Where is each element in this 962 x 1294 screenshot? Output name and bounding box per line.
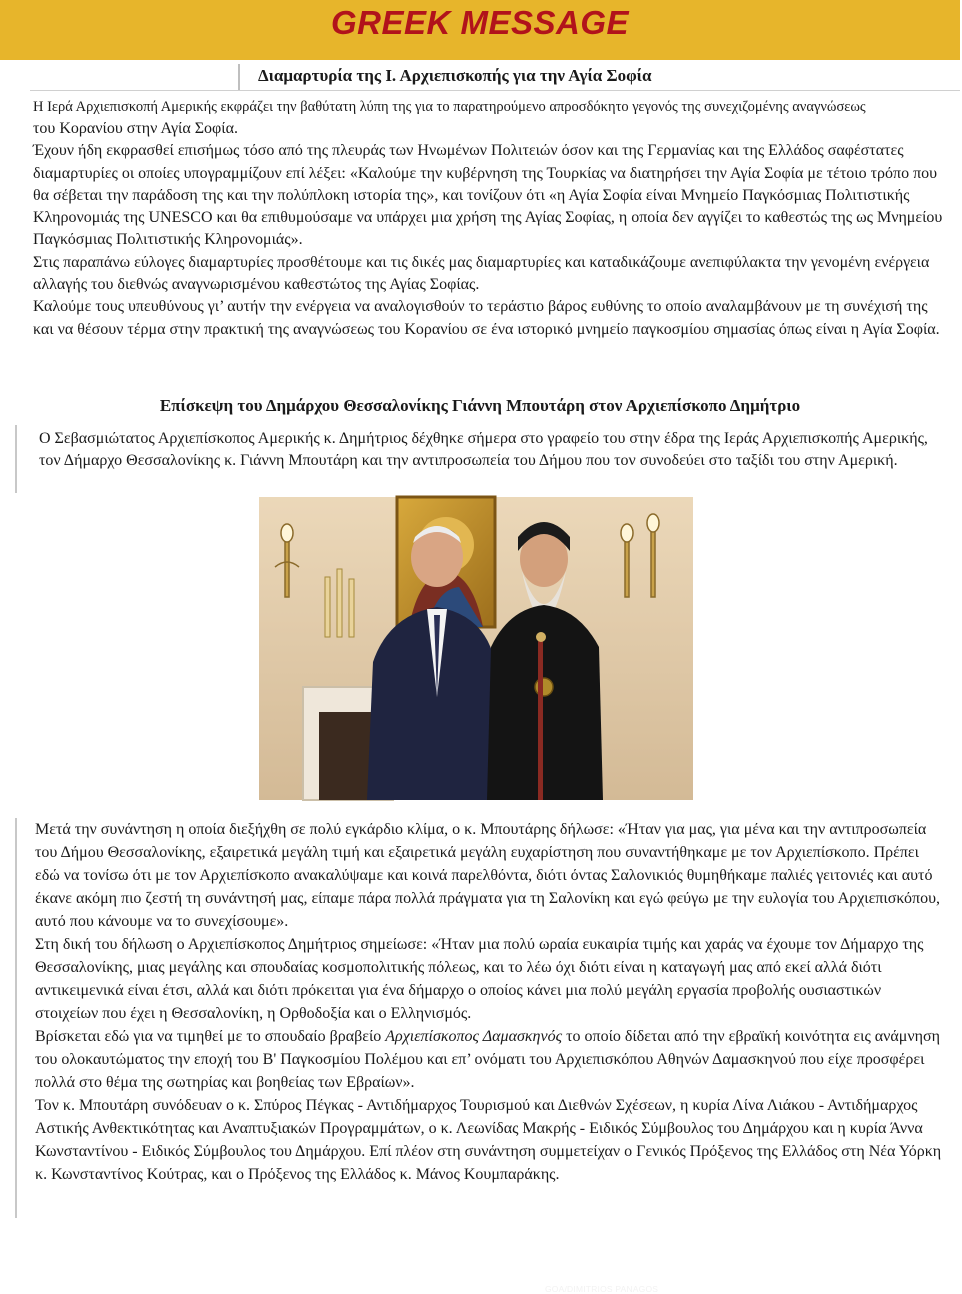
award-sentence-end: το οποίο δίδεται από την εβραϊκή κοινότητα εις ανάμνηση του ολοκαυτώματος την εποχή του Β' Παγκοσμίου Πολέμου και επ’ ονόματι του Αρχιεπισκόπου Αθηνών Δαμασκηνού που είχε προσφέρει πολλά στο θέμα της σωτηρίας και βοηθείας των Εβραίων». [35, 1028, 940, 1091]
article1-heading-box [238, 64, 962, 90]
award-name: Αρχιεπίσκοπος Δαμασκηνός [385, 1028, 563, 1045]
article1-paragraph: Στις παραπάνω εύλογες διαμαρτυρίες προσθέτουμε και τις δικές μας διαμαρτυρίες και καταδικάζουμε ανεπιφύλακτα την γενομένη ενέργεια αλλαγής του διεθνώς αναγνωρισμένου καθεστώτος της Αγίας Σοφίας. [33, 253, 930, 294]
article1-heading: Διαμαρτυρία της Ι. Αρχιεπισκοπής για την Αγία Σοφία [258, 66, 652, 85]
meeting-photo-illustration [259, 497, 693, 800]
divider [30, 90, 960, 91]
article2-body-box [15, 818, 952, 1218]
article2-lead: Ο Σεβασμιώτατος Αρχιεπίσκοπος Αμερικής κ. Δημήτριος δέχθηκε σήμερα στο γραφείο του στην έδρα της Ιεράς Αρχιεπισκοπής Αμερικής, τον Δήμαρχο Θεσσαλονίκης κ. Γιάννη Μπουτάρη και την αντιπροσωπεία του Δήμου που τον συνοδεύει στο ταξίδι του στην Αμερική. [39, 430, 928, 470]
article1-body [33, 118, 943, 341]
article2-body [35, 818, 947, 1186]
banner-title: GREEK MESSAGE [330, 4, 630, 41]
award-sentence-start: Βρίσκεται εδώ για να τιμηθεί με το σπουδαίο βραβείο [35, 1028, 386, 1045]
article1-paragraph: Καλούμε τους υπευθύνους γι’ αυτήν την ενέργεια να αναλογισθούν το τεράστιο βάρος ευθύνης το οποίο αναλαμβάνουν με τη συνέχισή της και να θέσουν τέρμα στην πρακτική της αναγνώσεως του Κορανίου σε ένα ιστορικό μνημείο παγκοσμίου σημασίας όπως είναι η Αγία Σοφία. [33, 298, 940, 338]
article2-lead-box [15, 425, 942, 493]
article2-paragraph: Μετά την συνάντηση η οποία διεξήχθη σε πολύ εγκάρδιο κλίμα, ο κ. Μπουτάρης δήλωσε: «Ήταν για μας, για μένα και την αντιπροσωπεία του Δήμου Θεσσαλονίκης, εξαιρετικά μεγάλη τιμή και εξαιρετικά μεγάλη ευχαρίστηση που συναντήθηκαμε με τον Αρχιεπίσκοπο. Πρέπει εδώ να τονίσω ότι με τον Αρχιεπίσκοπο ανακαλύψαμε και κοινά παρελθόντα, διότι όντας Σαλονικιός θυμηθήκαμε παλιές γειτονιές και αυτό έκανε ακόμη πιο ζεστή τη συνάντησή μας, είπαμε πάρα πολλά πράγματα για τη Σαλονίκη και εγώ φεύγω με την ευλογία του Αρχιεπισκόπου, αυτό που κάνουμε να το συνεχίσουμε». [35, 821, 941, 930]
article2-heading: Επίσκεψη του Δημάρχου Θεσσαλονίκης Γιάννη Μπουτάρη στον Αρχιεπίσκοπο Δημήτριο [159, 396, 801, 415]
article2-paragraph [35, 1025, 947, 1094]
article2-paragraph: Στη δική του δήλωση ο Αρχιεπίσκοπος Δημήτριος σημείωσε: «Ήταν μια πολύ ωραία ευκαιρία τιμής και χαράς να έχουμε τον Δήμαρχο της Θεσσαλονίκης, μιας μεγάλης και σπουδαίας κοσμοπολιτικής πόλεως, και το λέω όχι διότι είναι η καταγωγή μας από εκεί αλλά διότι αντικειμενικά είναι έτσι, αλλά και διότι πρόκειται για ένα δήμαρχο ο οποίος κάνει μια πολύ μεγάλη εργασία προβολής ουσιαστικών στοιχείων που έχει η Θεσσαλονίκη, η Ορθοδοξία και ο Ελληνισμός. [35, 936, 924, 1022]
article1-intro: Η Ιερά Αρχιεπισκοπή Αμερικής εκφράζει την βαθύτατη λύπη της για το παρατηρούμενο απροσδόκητο γεγονός της συνεχιζομένης αναγνώσεως [33, 99, 866, 115]
article1-paragraph: Έχουν ήδη εκφρασθεί επισήμως τόσο από της πλευράς των Ηνωμένων Πολιτειών όσον και της Γερμανίας και της Ελλάδος σαφέστατες διαμαρτυρίες οι οποίες υπογραμμίζουν επί λέξει: «Καλούμε την κυβέρνηση της Τουρκίας να διατηρήσει την Αγία Σοφία με τέτοιο τρόπο που θα σέβεται την παράδοση της και την πολύπλοκη ιστορία της», και τονίζουν ότι «η Αγία Σοφία είναι Μνημείο Παγκόσμιας Πολιτιστικής Κληρονομιάς της UNESCO και θα επιθυμούσαμε να υπάρχει μια χρήση της Αγίας Σοφίας, η οποία δεν αγγίζει το καθεστώς της ως Μνημείου Παγκόσμιας Πολιτιστικής Κληρονομιάς». [33, 142, 943, 249]
article1-paragraph: του Κορανίου στην Αγία Σοφία. [33, 120, 238, 137]
article2-paragraph: Τον κ. Μπουτάρη συνόδευαν ο κ. Σπύρος Πέγκας - Αντιδήμαρχος Τουρισμού και Διεθνών Σχέσεων, η κυρία Λίνα Λιάκου - Αντιδήμαρχος Αστικής Ανθεκτικότητας και Αναπτυξιακών Προγραμμάτων, ο κ. Λεωνίδας Μακρής - Ειδικός Σύμβουλος του Δημάρχου και η κυρία Άννα Κωνσταντίνου - Ειδικός Σύμβουλος του Δημάρχου. Επί πλέον στη συνάντηση συμμετείχαν ο Γενικός Πρόξενος της Ελλάδος στη Νέα Υόρκη κ. Κωνσταντίνος Κούτρας, και ο Πρόξενος της Ελλάδος κ. Μάνος Κουμπαράκης. [35, 1097, 942, 1183]
header-banner [0, 0, 960, 60]
photo-credit: GOA/DIMITRIOS PANAGOS [545, 1284, 659, 1294]
